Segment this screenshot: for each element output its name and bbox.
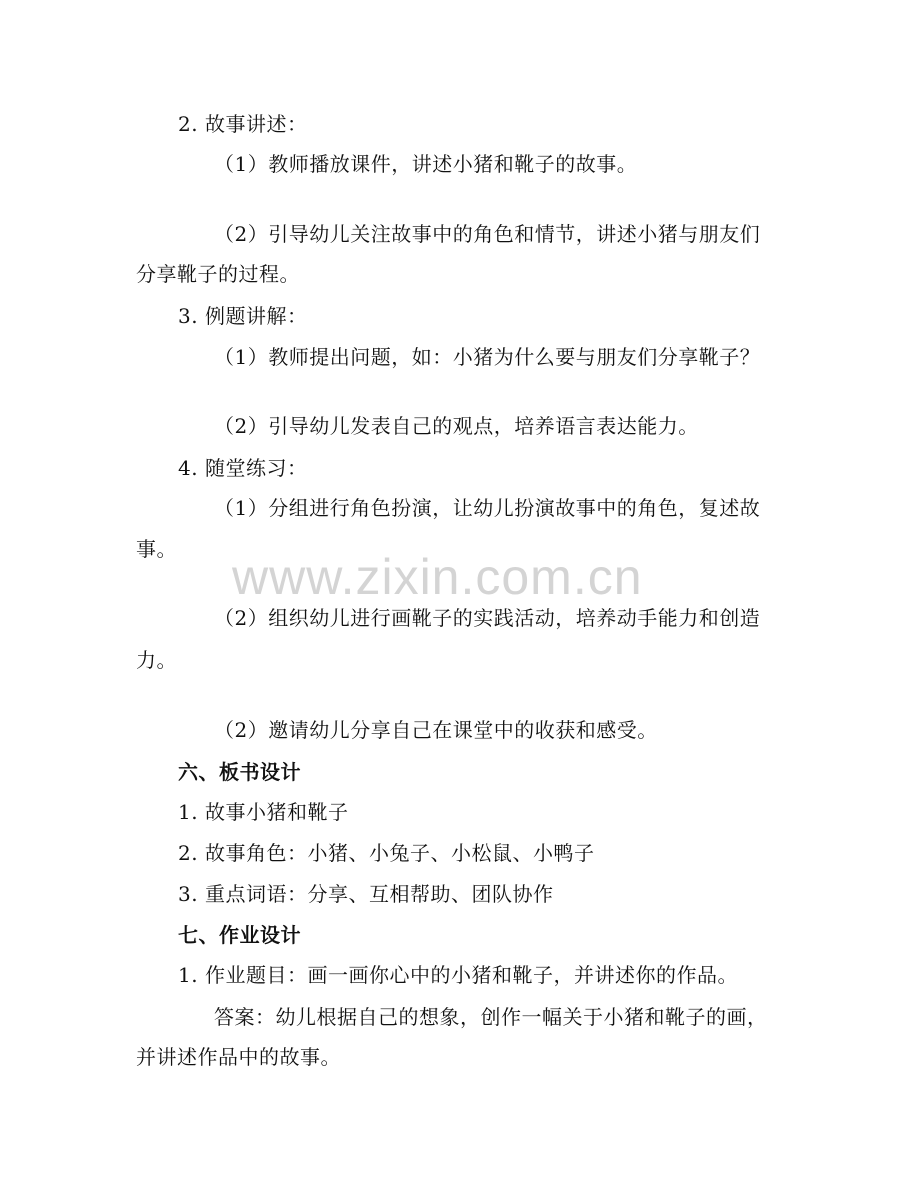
story-item-1: （1）教师播放课件，讲述小猪和靴子的故事。: [214, 152, 638, 176]
board-item-1: 1. 故事小猪和靴子: [178, 800, 349, 824]
section-story-telling: 2. 故事讲述：: [178, 112, 308, 136]
practice-item-3: （2）邀请幼儿分享自己在课堂中的收获和感受。: [214, 718, 658, 742]
example-item-1: （1）教师提出问题，如：小猪为什么要与朋友们分享靴子？: [214, 345, 761, 369]
board-item-3: 3. 重点词语：分享、互相帮助、团队协作: [178, 882, 554, 906]
practice-item-2: （2）组织幼儿进行画靴子的实践活动，培养动手能力和创造: [214, 606, 761, 630]
practice-item-2-cont: 力。: [136, 648, 177, 672]
homework-item-1: 1. 作业题目：画一画你心中的小猪和靴子，并讲述你的作品。: [178, 963, 738, 987]
example-item-2: （2）引导幼儿发表自己的观点，培养语言表达能力。: [214, 414, 699, 438]
practice-item-1: （1）分组进行角色扮演，让幼儿扮演故事中的角色，复述故: [214, 496, 761, 520]
watermark: www.zixin.com.cn: [232, 549, 643, 605]
section-example: 3. 例题讲解：: [178, 304, 308, 328]
board-item-2: 2. 故事角色：小猪、小兔子、小松鼠、小鸭子: [178, 841, 595, 865]
homework-answer-cont: 并讲述作品中的故事。: [136, 1045, 341, 1069]
story-item-2: （2）引导幼儿关注故事中的角色和情节，讲述小猪与朋友们: [214, 222, 761, 246]
heading-homework-design: 七、作业设计: [178, 923, 301, 947]
story-item-2-cont: 分享靴子的过程。: [136, 262, 300, 286]
practice-item-1-cont: 事。: [136, 537, 177, 561]
homework-answer: 答案：幼儿根据自己的想象，创作一幅关于小猪和靴子的画，: [214, 1005, 768, 1029]
heading-board-design: 六、板书设计: [178, 760, 301, 784]
section-practice: 4. 随堂练习：: [178, 456, 308, 480]
